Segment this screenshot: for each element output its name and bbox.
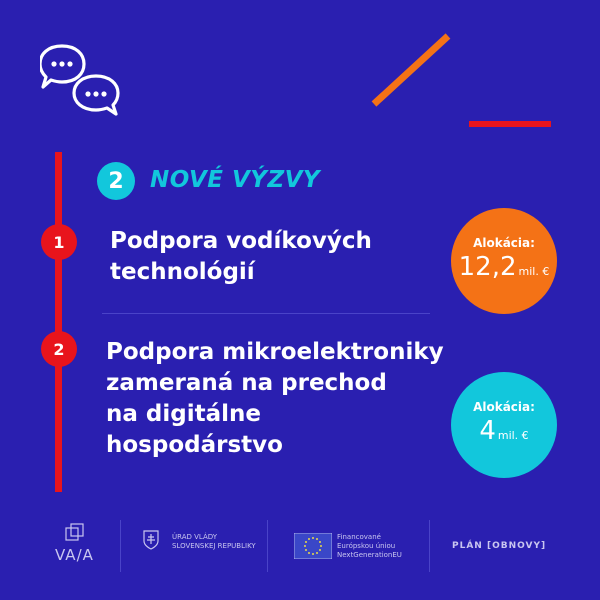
allocation-circle-orange: [451, 208, 557, 314]
timeline-line: [55, 152, 62, 492]
vaia-logo-text: VA/A: [55, 546, 94, 564]
footer-separator: [267, 520, 268, 572]
urad-line: SLOVENSKEJ REPUBLIKY: [172, 542, 256, 550]
vaia-logo-icon: [64, 522, 86, 544]
allocation-unit: mil. €: [518, 264, 550, 278]
item-number-badge: 1: [41, 224, 77, 260]
allocation-amount: 12,2: [458, 251, 517, 282]
eu-funding-text: [337, 533, 402, 560]
item-title-line: technológií: [110, 259, 255, 285]
item-title-line: Podpora vodíkových: [110, 228, 372, 254]
divider: [102, 313, 430, 314]
eu-line: NextGenerationEU: [337, 551, 402, 559]
item-title: [106, 337, 444, 461]
allocation-circle-cyan: [451, 372, 557, 478]
orange-slash-decoration: [368, 32, 452, 108]
eu-line: Financované: [337, 533, 381, 541]
item-number-badge: 2: [41, 331, 77, 367]
footer-separator: [429, 520, 430, 572]
page-title: NOVÉ VÝZVY: [150, 167, 321, 193]
plan-obnovy-logo: PLÁN [OBNOVY]: [452, 541, 547, 551]
item-title-line: na digitálne: [106, 401, 261, 427]
item-title-line: hospodárstvo: [106, 432, 283, 458]
allocation-amount: 4: [479, 415, 496, 446]
slovak-coat-of-arms-icon: [143, 530, 159, 550]
allocation-unit: mil. €: [497, 428, 529, 442]
allocation-label: Alokácia:: [473, 235, 535, 250]
footer-separator: [120, 520, 121, 572]
allocation-value: [479, 416, 528, 451]
item-title: [110, 226, 372, 288]
eu-flag-icon: [294, 533, 332, 559]
eu-line: Európskou úniou: [337, 542, 396, 550]
urad-vlady-text: [172, 533, 256, 551]
allocation-value: [459, 252, 550, 287]
item-title-line: Podpora mikroelektroniky: [106, 339, 444, 365]
allocation-label: Alokácia:: [473, 399, 535, 414]
item-title-line: zameraná na prechod: [106, 370, 387, 396]
urad-line: ÚRAD VLÁDY: [172, 533, 218, 541]
red-dash-decoration: [469, 121, 551, 127]
chat-bubbles-icon: [40, 42, 120, 117]
header-number-badge: 2: [97, 162, 135, 200]
